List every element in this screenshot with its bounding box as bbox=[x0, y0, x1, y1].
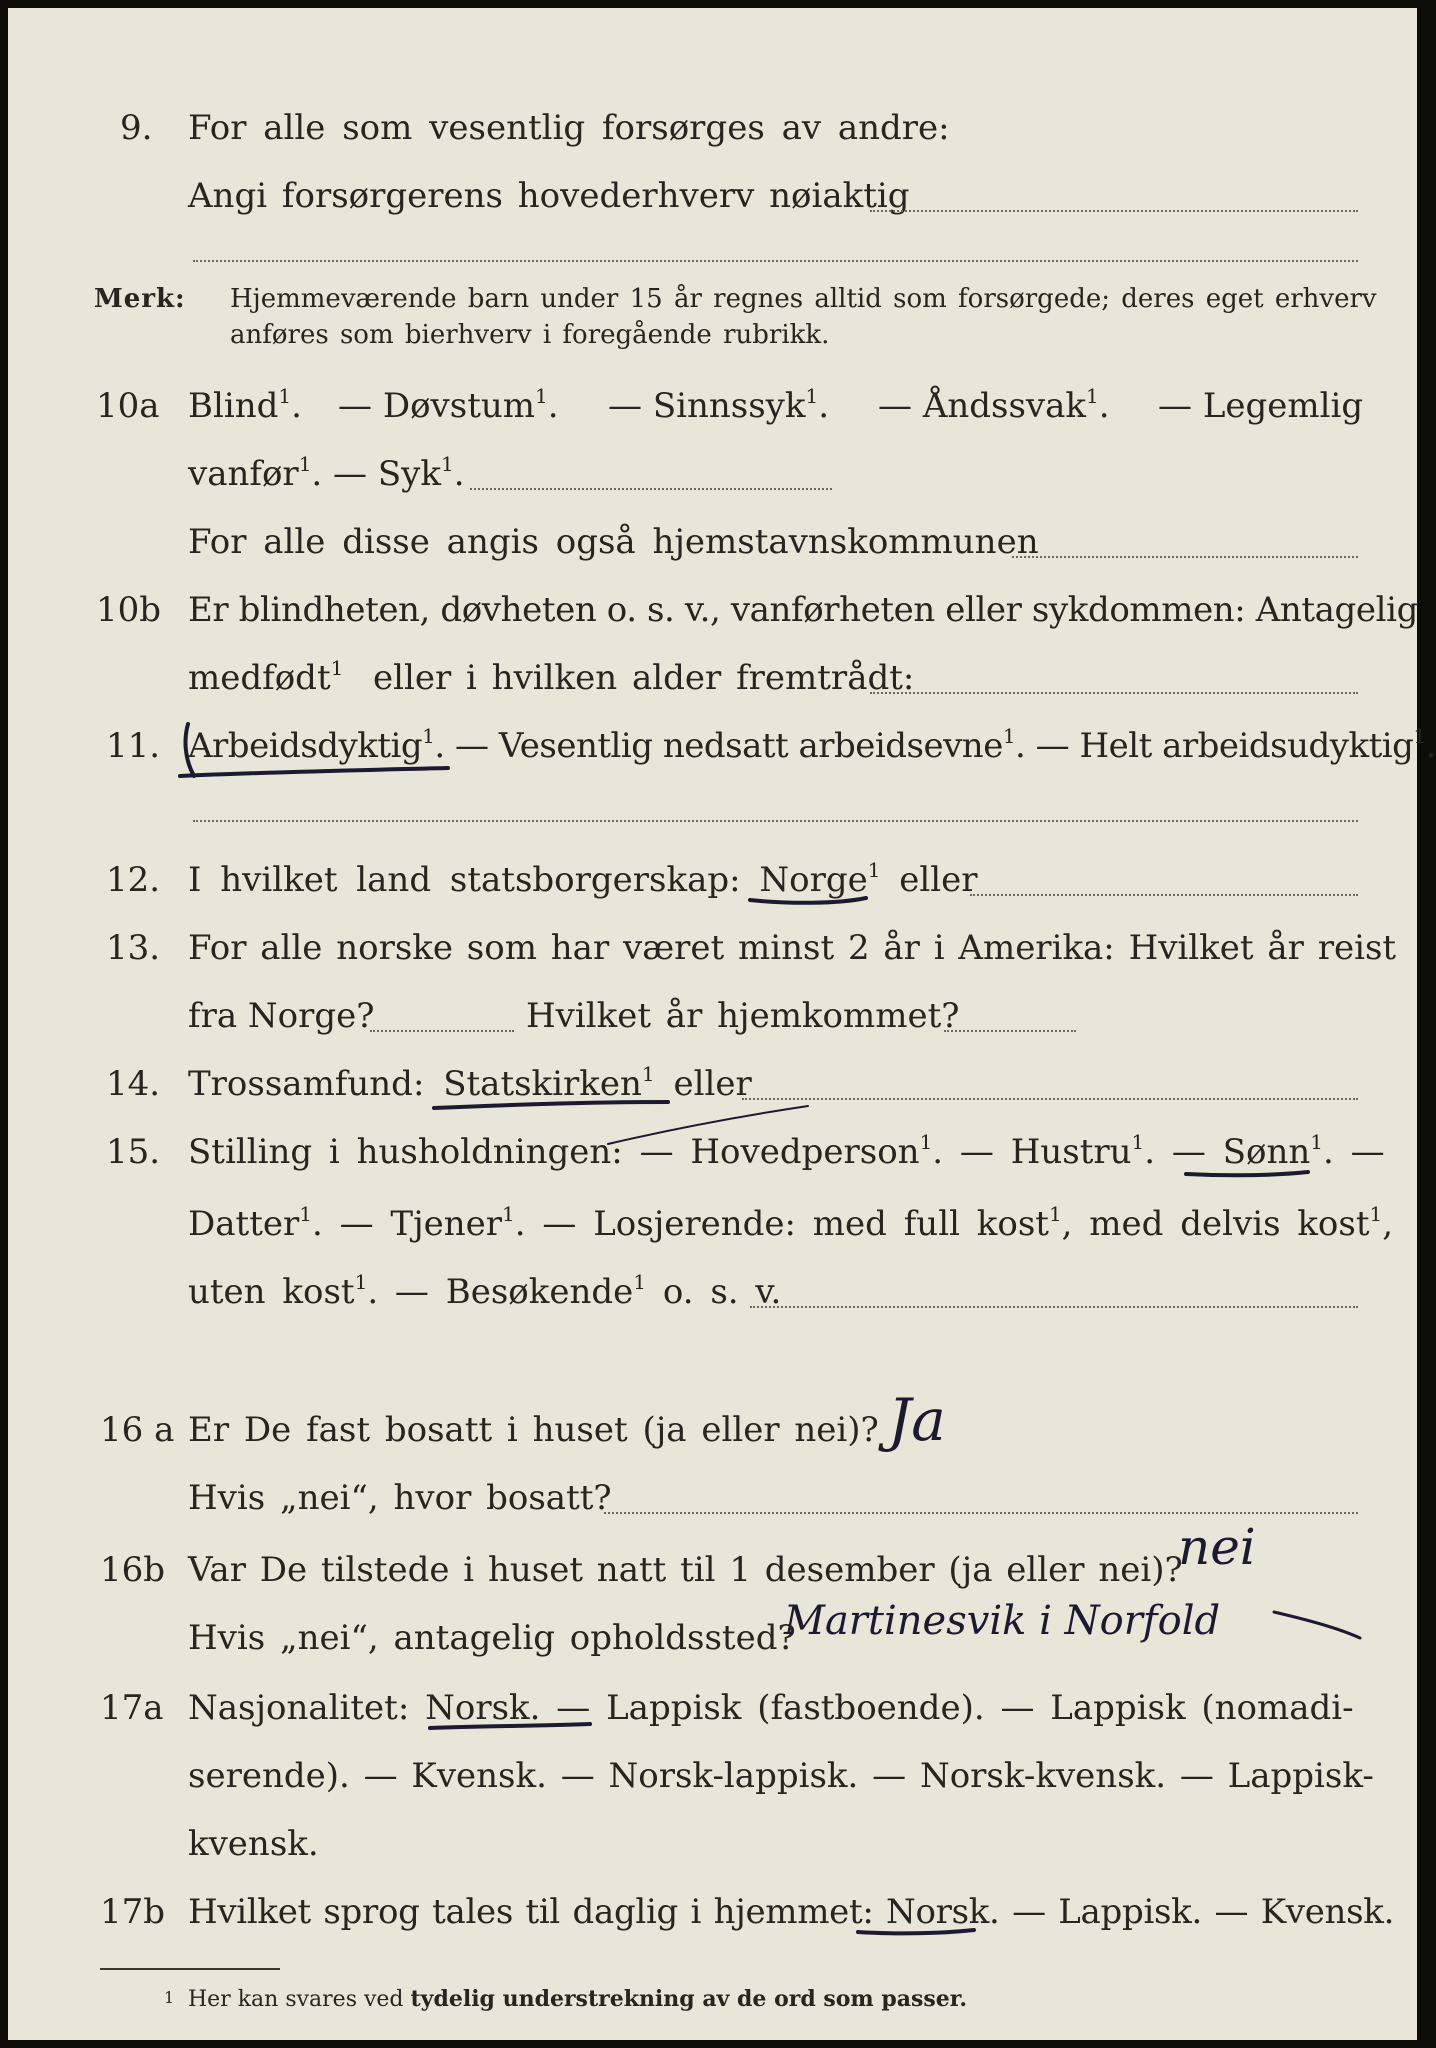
question-10b-line-2: medfødt$^1$ eller i hvilken alder fremtrådt: bbox=[8, 652, 1417, 708]
option-norsk[interactable]: Norsk. bbox=[425, 1688, 541, 1728]
question-10a-line-2: vanfør$^1$. — Syk$^1$. bbox=[8, 448, 1417, 504]
option-tjener[interactable]: Tjener bbox=[390, 1204, 503, 1244]
question-number: 10b bbox=[96, 590, 162, 630]
question-16a bbox=[8, 1404, 1417, 1460]
options-text: kvensk. bbox=[188, 1824, 319, 1864]
question-number: 10a bbox=[96, 386, 160, 426]
option-blind[interactable]: Blind bbox=[188, 386, 279, 426]
question-15-line-2: Datter$^1$. — Tjener$^1$. — Losjerende: med full kost$^1$, med delvis kost$^1$, bbox=[188, 1202, 1394, 1244]
option-statskirken[interactable]: Statskirken bbox=[443, 1064, 642, 1104]
question-text: Var De tilstede i huset natt til 1 desember (ja eller nei)? bbox=[188, 1550, 1183, 1590]
footnote-mark: 1 bbox=[164, 1988, 175, 2007]
question-text: For alle disse angis også hjemstavnskommunen bbox=[188, 522, 1039, 562]
census-form-page bbox=[8, 8, 1436, 2040]
option-dovstum[interactable]: Døvstum bbox=[382, 386, 535, 426]
answer-line[interactable] bbox=[1012, 556, 1358, 558]
answer-line[interactable] bbox=[193, 820, 1358, 822]
question-text: Angi forsørgerens hovederhverv nøiaktig bbox=[188, 176, 910, 216]
question-17a-line-3 bbox=[8, 1818, 1417, 1874]
option-vanfor[interactable]: vanfør bbox=[188, 454, 299, 494]
question-text: Stilling i husholdningen: bbox=[188, 1132, 623, 1172]
question-number: 16b bbox=[100, 1550, 166, 1590]
note-text: Hjemmeværende barn under 15 år regnes alltid som forsørgede; deres eget erhverv bbox=[230, 284, 1377, 314]
option-losjerende-full-kost[interactable]: Losjerende: med full kost bbox=[593, 1204, 1049, 1244]
footnote-bold: tydelig understrekning av de ord som passer. bbox=[410, 1986, 968, 2012]
etc-text: o. s. v. bbox=[662, 1272, 782, 1312]
or-text: eller bbox=[899, 860, 978, 900]
question-number: 13. bbox=[106, 928, 161, 968]
option-uten-kost[interactable]: uten kost bbox=[188, 1272, 355, 1312]
answer-line[interactable] bbox=[470, 488, 832, 490]
answer-line[interactable] bbox=[370, 1030, 514, 1032]
footnote-rule bbox=[100, 1968, 280, 1970]
option-syk[interactable]: Syk bbox=[377, 454, 441, 494]
question-text: Hvis „nei“, antagelig opholdssted? bbox=[188, 1618, 796, 1658]
handwritten-place: Martinesvik i Norfold bbox=[784, 1598, 1221, 1644]
question-text: Er blindheten, døvheten o. s. v., vanførheten eller sykdommen: Antagelig bbox=[188, 590, 1418, 630]
question-text: Trossamfund: bbox=[188, 1064, 425, 1104]
question-9-line-2 bbox=[8, 170, 1417, 226]
answer-line[interactable] bbox=[870, 692, 1358, 694]
answer-line[interactable] bbox=[193, 260, 1358, 262]
question-number: 17a bbox=[100, 1688, 164, 1728]
question-10a-line-3 bbox=[8, 516, 1417, 572]
option-arbeidsudyktig[interactable]: Helt arbeidsudyktig bbox=[1079, 726, 1414, 766]
question-text: Er De fast bosatt i huset (ja eller nei)? bbox=[188, 1410, 879, 1450]
question-number: 12. bbox=[106, 860, 161, 900]
question-number: 16 a bbox=[100, 1410, 175, 1450]
question-text: eller i hvilken alder fremtrådt: bbox=[372, 658, 915, 698]
question-text: Nasjonalitet: bbox=[188, 1688, 410, 1728]
option-datter[interactable]: Datter bbox=[188, 1204, 300, 1244]
option-sinnssyk[interactable]: Sinnssyk bbox=[652, 386, 806, 426]
question-15: 15. Stilling i husholdningen: — Hovedperson$^1$. — Hustru$^1$. — Sønn$^1$. — bbox=[106, 1130, 1385, 1172]
options-text: — Lappisk. — Kvensk. bbox=[1012, 1892, 1395, 1932]
question-13-line-2 bbox=[8, 990, 1417, 1046]
option-medfodt[interactable]: medfødt bbox=[188, 658, 331, 698]
question-17a-line-2 bbox=[8, 1750, 1417, 1806]
question-number: 9. bbox=[120, 108, 153, 148]
question-text: I hvilket land statsborgerskap: bbox=[188, 860, 741, 900]
options-text: — Lappisk (fastboende). — Lappisk (nomadi- bbox=[556, 1688, 1354, 1728]
question-number: 17b bbox=[100, 1892, 166, 1932]
question-11: 11. Arbeidsdyktig$^1$. — Vesentlig nedsatt arbeidsevne$^1$. — Helt arbeidsudyktig$^1$. bbox=[106, 724, 1436, 766]
answer-line[interactable] bbox=[970, 894, 1358, 896]
handwritten-answer-ja: Ja bbox=[888, 1386, 946, 1454]
or-text: eller bbox=[673, 1064, 752, 1104]
question-10a: 10a Blind$^1$. — Døvstum$^1$. — Sinnssyk$^1$. — Åndssvak$^1$. — Legemlig bbox=[96, 384, 1364, 426]
question-text: For alle som vesentlig forsørges av andre: bbox=[188, 108, 950, 148]
answer-line[interactable] bbox=[750, 1306, 1358, 1308]
answer-line[interactable] bbox=[604, 1512, 1358, 1514]
footnote-plain: Her kan svares ved bbox=[188, 1987, 404, 2012]
handwritten-answer-nei: nei bbox=[1178, 1518, 1256, 1576]
option-andssvak[interactable]: Åndssvak bbox=[922, 386, 1087, 426]
note-text: anføres som bierhverv i foregående rubrikk. bbox=[230, 320, 830, 350]
answer-line[interactable] bbox=[742, 1098, 1358, 1100]
question-text: Hvilket sprog tales til daglig i hjemmet: bbox=[188, 1892, 874, 1932]
option-norge[interactable]: Norge bbox=[759, 860, 868, 900]
question-9 bbox=[8, 102, 1417, 158]
option-legemlig[interactable]: Legemlig bbox=[1202, 386, 1364, 426]
question-number: 14. bbox=[106, 1064, 161, 1104]
question-14: 14. Trossamfund: Statskirken$^1$ eller bbox=[8, 1058, 1417, 1114]
question-10b bbox=[8, 584, 1417, 640]
question-17a bbox=[8, 1682, 1417, 1738]
question-15-line-3: uten kost$^1$. — Besøkende$^1$ o. s. v. bbox=[8, 1266, 1417, 1322]
note-label: Merk: bbox=[94, 284, 186, 314]
footnote-text bbox=[188, 1986, 967, 2012]
answer-line[interactable] bbox=[870, 210, 1358, 212]
question-17b bbox=[8, 1886, 1417, 1942]
options-text: serende). — Kvensk. — Norsk-lappisk. — Norsk-kvensk. — Lappisk- bbox=[188, 1756, 1374, 1796]
option-sonn[interactable]: Sønn bbox=[1222, 1132, 1311, 1172]
option-delvis-kost[interactable]: med delvis kost bbox=[1089, 1204, 1370, 1244]
question-text: Hvis „nei“, hvor bosatt? bbox=[188, 1478, 612, 1518]
answer-line[interactable] bbox=[944, 1030, 1076, 1032]
question-text: For alle norske som har været minst 2 år i Amerika: Hvilket år reist bbox=[188, 928, 1397, 968]
option-hustru[interactable]: Hustru bbox=[1010, 1132, 1132, 1172]
option-arbeidsdyktig[interactable]: Arbeidsdyktig bbox=[188, 726, 423, 766]
question-number: 15. bbox=[106, 1132, 161, 1172]
option-norsk[interactable]: Norsk. bbox=[886, 1892, 1000, 1932]
question-number: 11. bbox=[106, 726, 161, 766]
option-hovedperson[interactable]: Hovedperson bbox=[690, 1132, 920, 1172]
question-12: 12. I hvilket land statsborgerskap: Norge$^1$ eller bbox=[8, 854, 1417, 910]
question-text: Hvilket år hjemkommet? bbox=[526, 996, 960, 1036]
option-nedsatt-arbeidsevne[interactable]: Vesentlig nedsatt arbeidsevne bbox=[498, 726, 1003, 766]
option-besokende[interactable]: Besøkende bbox=[445, 1272, 634, 1312]
question-text: fra Norge? bbox=[188, 996, 375, 1036]
question-13 bbox=[8, 922, 1417, 978]
